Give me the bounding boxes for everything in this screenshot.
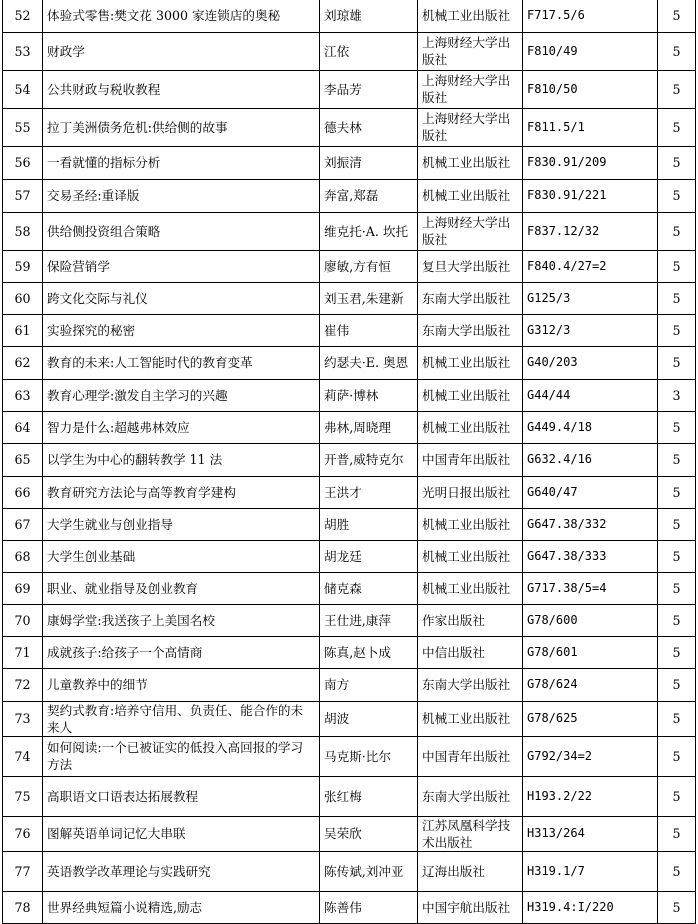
call-number: G78/625	[523, 701, 658, 736]
row-number: 73	[3, 701, 43, 736]
table-row	[3, 776, 696, 816]
table-row	[3, 443, 696, 476]
call-number: G44/44	[523, 379, 658, 411]
table-row	[3, 540, 696, 572]
row-number: 61	[3, 314, 43, 346]
table-row	[3, 736, 696, 776]
row-number: 62	[3, 346, 43, 379]
row-number: 53	[3, 32, 43, 70]
book-title: 拉丁美洲债务危机:供给侧的故事	[43, 108, 320, 146]
row-number: 72	[3, 668, 43, 701]
book-title: 以学生为中心的翻转教学 11 法	[43, 443, 320, 476]
call-number: G78/624	[523, 668, 658, 701]
row-number: 59	[3, 250, 43, 282]
copy-count: 5	[658, 851, 696, 891]
copy-count: 5	[658, 508, 696, 540]
row-number: 65	[3, 443, 43, 476]
row-number: 70	[3, 604, 43, 636]
book-title: 一看就懂的指标分析	[43, 146, 320, 179]
table-row	[3, 32, 696, 70]
call-number: G78/600	[523, 604, 658, 636]
row-number: 58	[3, 212, 43, 250]
copy-count: 5	[658, 250, 696, 282]
table-body	[3, 0, 696, 923]
book-title: 教育研究方法论与高等教育学建构	[43, 476, 320, 508]
book-title: 如何阅读:一个已被证实的低投入高回报的学习方法	[43, 736, 320, 776]
book-publisher: 机械工业出版社	[418, 508, 523, 540]
book-title: 康姆学堂:我送孩子上美国名校	[43, 604, 320, 636]
copy-count: 5	[658, 701, 696, 736]
call-number: G312/3	[523, 314, 658, 346]
book-publisher: 中国青年出版社	[418, 443, 523, 476]
book-author: 江依	[320, 32, 418, 70]
book-title: 契约式教育:培养守信用、负责任、能合作的未来人	[43, 701, 320, 736]
book-author: 约瑟夫·E. 奥恩	[320, 346, 418, 379]
call-number: F837.12/32	[523, 212, 658, 250]
book-author: 刘振清	[320, 146, 418, 179]
book-title: 智力是什么:超越弗林效应	[43, 411, 320, 443]
book-publisher: 辽海出版社	[418, 851, 523, 891]
book-author: 南方	[320, 668, 418, 701]
copy-count: 5	[658, 540, 696, 572]
table-row	[3, 604, 696, 636]
row-number: 68	[3, 540, 43, 572]
table-row	[3, 851, 696, 891]
table-row	[3, 179, 696, 212]
table-row	[3, 282, 696, 314]
book-publisher: 复旦大学出版社	[418, 250, 523, 282]
book-publisher: 东南大学出版社	[418, 776, 523, 816]
book-title: 公共财政与税收教程	[43, 70, 320, 108]
copy-count: 5	[658, 282, 696, 314]
book-list-table	[2, 0, 696, 924]
row-number: 67	[3, 508, 43, 540]
row-number: 69	[3, 572, 43, 604]
book-title: 教育心理学:激发自主学习的兴趣	[43, 379, 320, 411]
table-row	[3, 636, 696, 668]
call-number: H193.2/22	[523, 776, 658, 816]
call-number: G647.38/332	[523, 508, 658, 540]
call-number: G449.4/18	[523, 411, 658, 443]
table-row	[3, 476, 696, 508]
row-number: 75	[3, 776, 43, 816]
call-number: H313/264	[523, 816, 658, 851]
call-number: F830.91/209	[523, 146, 658, 179]
call-number: G640/47	[523, 476, 658, 508]
book-title: 大学生就业与创业指导	[43, 508, 320, 540]
book-author: 马克斯·比尔	[320, 736, 418, 776]
book-author: 张红梅	[320, 776, 418, 816]
book-author: 奔富,郑磊	[320, 179, 418, 212]
table-row	[3, 668, 696, 701]
book-author: 崔伟	[320, 314, 418, 346]
book-publisher: 机械工业出版社	[418, 379, 523, 411]
copy-count: 5	[658, 346, 696, 379]
book-author: 刘琼雄	[320, 0, 418, 32]
book-title: 职业、就业指导及创业教育	[43, 572, 320, 604]
book-title: 英语教学改革理论与实践研究	[43, 851, 320, 891]
book-author: 李品芳	[320, 70, 418, 108]
copy-count: 5	[658, 668, 696, 701]
call-number: H319.1/7	[523, 851, 658, 891]
call-number: G78/601	[523, 636, 658, 668]
book-publisher: 机械工业出版社	[418, 540, 523, 572]
copy-count: 5	[658, 636, 696, 668]
row-number: 52	[3, 0, 43, 32]
book-title: 跨文化交际与礼仪	[43, 282, 320, 314]
copy-count: 5	[658, 146, 696, 179]
copy-count: 5	[658, 0, 696, 32]
book-publisher: 东南大学出版社	[418, 668, 523, 701]
book-title: 高职语文口语表达拓展教程	[43, 776, 320, 816]
book-publisher: 江苏凤凰科学技术出版社	[418, 816, 523, 851]
table-row	[3, 572, 696, 604]
book-author: 陈真,赵卜成	[320, 636, 418, 668]
book-author: 陈善伟	[320, 891, 418, 923]
book-title: 实验探究的秘密	[43, 314, 320, 346]
copy-count: 5	[658, 314, 696, 346]
table-row	[3, 411, 696, 443]
call-number: G717.38/5=4	[523, 572, 658, 604]
call-number: F840.4/27=2	[523, 250, 658, 282]
book-title: 保险营销学	[43, 250, 320, 282]
book-publisher: 中国宇航出版社	[418, 891, 523, 923]
book-title: 大学生创业基础	[43, 540, 320, 572]
table-row	[3, 379, 696, 411]
book-author: 陈传斌,刘冲亚	[320, 851, 418, 891]
book-author: 开普,威特克尔	[320, 443, 418, 476]
call-number: G125/3	[523, 282, 658, 314]
row-number: 74	[3, 736, 43, 776]
copy-count: 5	[658, 32, 696, 70]
table-row	[3, 212, 696, 250]
call-number: G40/203	[523, 346, 658, 379]
table-row	[3, 70, 696, 108]
book-author: 储克森	[320, 572, 418, 604]
table-row	[3, 314, 696, 346]
copy-count: 5	[658, 604, 696, 636]
table-row	[3, 891, 696, 923]
book-author: 吴荣欣	[320, 816, 418, 851]
book-publisher: 上海财经大学出版社	[418, 70, 523, 108]
row-number: 78	[3, 891, 43, 923]
call-number: F810/50	[523, 70, 658, 108]
table-row	[3, 146, 696, 179]
copy-count: 5	[658, 572, 696, 604]
table-row	[3, 346, 696, 379]
copy-count: 5	[658, 816, 696, 851]
call-number: G647.38/333	[523, 540, 658, 572]
book-author: 廖敏,方有恒	[320, 250, 418, 282]
call-number: F810/49	[523, 32, 658, 70]
book-title: 教育的未来:人工智能时代的教育变革	[43, 346, 320, 379]
book-publisher: 东南大学出版社	[418, 282, 523, 314]
book-title: 交易圣经:重译版	[43, 179, 320, 212]
table-row	[3, 0, 696, 32]
copy-count: 3	[658, 379, 696, 411]
copy-count: 5	[658, 776, 696, 816]
book-publisher: 机械工业出版社	[418, 701, 523, 736]
book-title: 图解英语单词记忆大串联	[43, 816, 320, 851]
row-number: 54	[3, 70, 43, 108]
row-number: 71	[3, 636, 43, 668]
book-author: 王仕进,康萍	[320, 604, 418, 636]
book-publisher: 上海财经大学出版社	[418, 108, 523, 146]
copy-count: 5	[658, 108, 696, 146]
book-title: 财政学	[43, 32, 320, 70]
copy-count: 5	[658, 736, 696, 776]
book-author: 维克托·A. 坎托	[320, 212, 418, 250]
row-number: 63	[3, 379, 43, 411]
copy-count: 5	[658, 476, 696, 508]
book-publisher: 东南大学出版社	[418, 314, 523, 346]
book-author: 胡胜	[320, 508, 418, 540]
call-number: H319.4:I/220	[523, 891, 658, 923]
book-publisher: 上海财经大学出版社	[418, 32, 523, 70]
book-author: 胡龙廷	[320, 540, 418, 572]
book-author: 刘玉君,朱建新	[320, 282, 418, 314]
call-number: G632.4/16	[523, 443, 658, 476]
row-number: 64	[3, 411, 43, 443]
copy-count: 5	[658, 443, 696, 476]
table-row	[3, 701, 696, 736]
row-number: 60	[3, 282, 43, 314]
book-publisher: 中国青年出版社	[418, 736, 523, 776]
book-title: 世界经典短篇小说精选,励志	[43, 891, 320, 923]
book-publisher: 机械工业出版社	[418, 179, 523, 212]
row-number: 56	[3, 146, 43, 179]
book-publisher: 上海财经大学出版社	[418, 212, 523, 250]
table-row	[3, 816, 696, 851]
call-number: F717.5/6	[523, 0, 658, 32]
table-row	[3, 250, 696, 282]
table-row	[3, 108, 696, 146]
row-number: 66	[3, 476, 43, 508]
call-number: F830.91/221	[523, 179, 658, 212]
book-author: 莉萨·博林	[320, 379, 418, 411]
row-number: 55	[3, 108, 43, 146]
copy-count: 5	[658, 179, 696, 212]
book-publisher: 机械工业出版社	[418, 0, 523, 32]
row-number: 77	[3, 851, 43, 891]
book-publisher: 机械工业出版社	[418, 411, 523, 443]
call-number: G792/34=2	[523, 736, 658, 776]
call-number: F811.5/1	[523, 108, 658, 146]
book-publisher: 光明日报出版社	[418, 476, 523, 508]
book-author: 王洪才	[320, 476, 418, 508]
row-number: 76	[3, 816, 43, 851]
book-publisher: 机械工业出版社	[418, 346, 523, 379]
book-author: 弗林,周晓理	[320, 411, 418, 443]
copy-count: 5	[658, 212, 696, 250]
table-row	[3, 508, 696, 540]
book-author: 胡波	[320, 701, 418, 736]
copy-count: 5	[658, 70, 696, 108]
book-publisher: 作家出版社	[418, 604, 523, 636]
book-title: 儿童教养中的细节	[43, 668, 320, 701]
book-title: 供给侧投资组合策略	[43, 212, 320, 250]
copy-count: 5	[658, 891, 696, 923]
book-publisher: 机械工业出版社	[418, 572, 523, 604]
book-title: 成就孩子:给孩子一个高情商	[43, 636, 320, 668]
book-publisher: 中信出版社	[418, 636, 523, 668]
copy-count: 5	[658, 411, 696, 443]
book-publisher: 机械工业出版社	[418, 146, 523, 179]
row-number: 57	[3, 179, 43, 212]
book-author: 德夫林	[320, 108, 418, 146]
book-title: 体验式零售:樊文花 3000 家连锁店的奥秘	[43, 0, 320, 32]
